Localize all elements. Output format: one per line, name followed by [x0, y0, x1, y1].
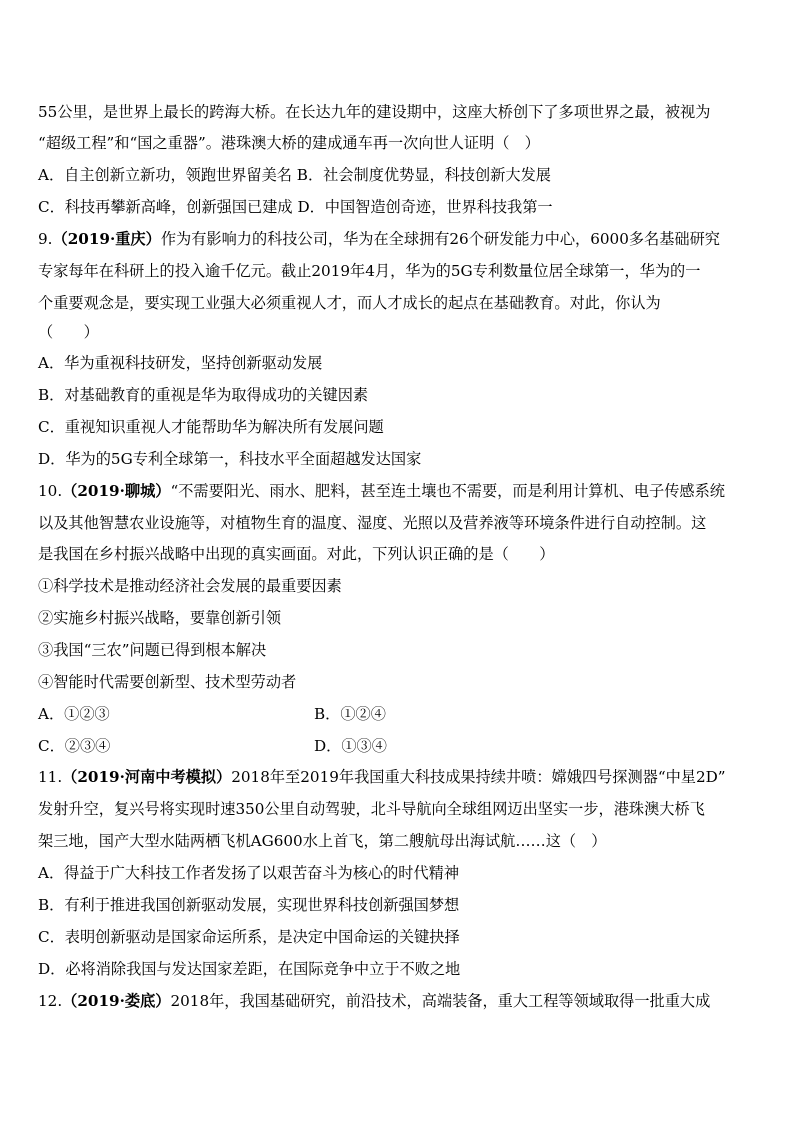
question-number: 12.	[38, 992, 63, 1010]
question-9-option-c: C．重视知识重视人才能帮助华为解决所有发展问题	[38, 418, 384, 436]
question-8-stem-line-1: 55公里，是世界上最长的跨海大桥。在长达九年的建设期中，这座大桥创下了多项世界之最，被视为	[38, 103, 711, 121]
question-11-option-a: A．得益于广大科技工作者发扬了以艰苦奋斗为核心的时代精神	[38, 864, 460, 882]
question-10-option-c: C．②③④	[38, 737, 111, 755]
question-number: 11.	[38, 768, 63, 786]
question-10-statement-4: ④智能时代需要创新型、技术型劳动者	[38, 673, 297, 691]
question-10-stem-line-1	[38, 484, 725, 499]
question-9-stem-line-2: 专家每年在科研上的投入逾千亿元。截止2019年4月，华为的5G专利数量位居全球第一，华为的一	[38, 262, 701, 280]
question-11-stem-line-2: 发射升空，复兴号将实现时速350公里自动驾驶，北斗导航向全球组网迈出坚实一步，港珠澳大桥飞	[38, 800, 705, 818]
question-10-stem-line-2: 以及其他智慧农业设施等，对植物生育的温度、湿度、光照以及营养液等环境条件进行自动控制。这	[38, 514, 707, 532]
question-12-stem-line-1	[38, 994, 710, 1009]
question-source-tag: （2019·重庆）	[52, 230, 161, 248]
question-number: 9.	[38, 230, 53, 248]
question-source-tag: （2019·聊城）	[62, 482, 171, 500]
question-9-stem-line-1	[38, 232, 720, 247]
question-10-option-d: D．①③④	[314, 737, 387, 755]
question-10-stem-line-3: 是我国在乡村振兴战略中出现的真实画面。对此，下列认识正确的是（ ）	[38, 545, 555, 563]
question-text: 作为有影响力的科技公司，华为在全球拥有26个研发能力中心，6000多名基础研究	[160, 230, 720, 248]
question-source-tag: （2019·娄底）	[62, 992, 171, 1010]
question-text: 2018年，我国基础研究，前沿技术，高端装备，重大工程等领域取得一批重大成	[170, 992, 711, 1010]
question-number: 10.	[38, 482, 63, 500]
question-9-answer-blank: （ ）	[38, 323, 99, 341]
question-10-option-a: A．①②③	[38, 705, 110, 723]
question-8-options-cd: C．科技再攀新高峰，创新强国已建成 D．中国智造创奇迹，世界科技我第一	[38, 198, 553, 216]
question-text: 2018年至2019年我国重大科技成果持续井喷：嫦娥四号探测器“中星2D”	[231, 768, 726, 786]
question-text: “不需要阳光、雨水、肥料，甚至连土壤也不需要，而是利用计算机、电子传感系统	[170, 482, 725, 500]
question-11-option-c: C．表明创新驱动是国家命运所系，是决定中国命运的关键抉择	[38, 928, 460, 946]
question-9-option-b: B．对基础教育的重视是华为取得成功的关键因素	[38, 386, 369, 404]
question-10-statement-2: ②实施乡村振兴战略，要靠创新引领	[38, 609, 281, 627]
question-11-option-d: D．必将消除我国与发达国家差距，在国际竞争中立于不败之地	[38, 960, 461, 978]
question-10-option-b: B．①②④	[314, 705, 386, 723]
question-11-stem-line-3: 架三地，国产大型水陆两栖飞机AG600水上首飞，第二艘航母出海试航……这（ ）	[38, 832, 607, 850]
question-9-option-a: A．华为重视科技研发，坚持创新驱动发展	[38, 354, 323, 372]
question-11-option-b: B．有利于推进我国创新驱动发展，实现世界科技创新强国梦想	[38, 896, 460, 914]
question-10-statement-1: ①科学技术是推动经济社会发展的最重要因素	[38, 577, 342, 595]
question-8-stem-line-2: “超级工程”和“国之重器”。港珠澳大桥的建成通车再一次向世人证明（ ）	[38, 134, 540, 152]
question-11-stem-line-1	[38, 770, 726, 785]
question-9-stem-line-3: 个重要观念是，要实现工业强大必须重视人才，而人才成长的起点在基础教育。对此，你认为	[38, 294, 661, 312]
question-10-statement-3: ③我国“三农”问题已得到根本解决	[38, 641, 267, 659]
question-9-option-d: D．华为的5G专利全球第一，科技水平全面超越发达国家	[38, 450, 422, 468]
question-source-tag: （2019·河南中考模拟）	[62, 768, 232, 786]
question-8-options-ab: A．自主创新立新功，领跑世界留美名 B．社会制度优势显，科技创新大发展	[38, 166, 551, 184]
